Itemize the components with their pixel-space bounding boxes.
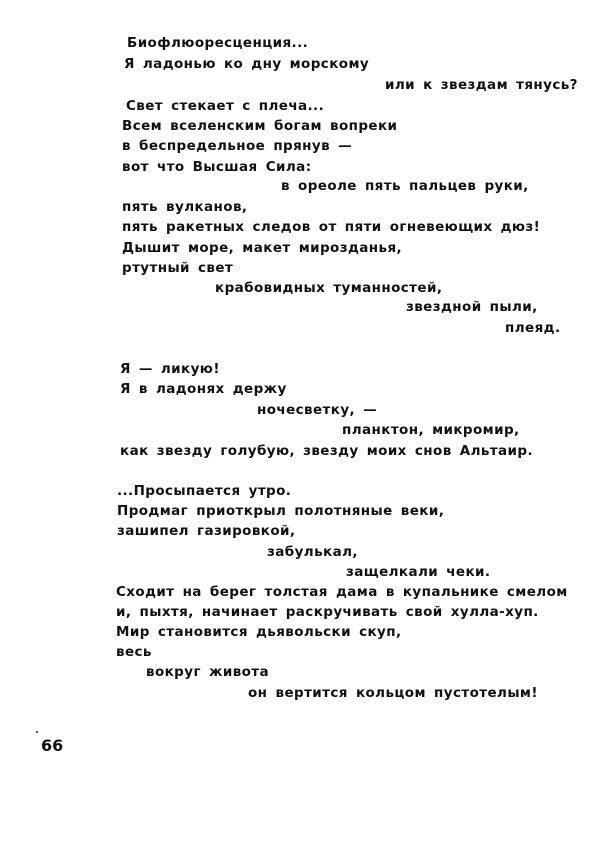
poem-line: ночесветку, — bbox=[257, 402, 378, 418]
poem-line: пять ракетных следов от пяти огневеющих дюз! bbox=[122, 219, 541, 235]
poem-line: Сходит на берег толстая дама в купальнике смелом bbox=[116, 584, 568, 600]
poem-line: Биофлюоресценция... bbox=[127, 35, 309, 51]
poem-line: забулькал, bbox=[267, 544, 358, 560]
poem-line: крабовидных туманностей, bbox=[215, 280, 443, 296]
poem-line: Я ладонью ко дну морскому bbox=[124, 56, 370, 72]
poem-line: Свет стекает с плеча... bbox=[126, 98, 325, 114]
poem-line: плеяд. bbox=[505, 320, 561, 336]
poem-line: звездной пыли, bbox=[406, 299, 538, 315]
poem-line: и, пыхтя, начинает раскручивать свой хулла-хуп. bbox=[116, 604, 539, 620]
poem-line: ртутный свет bbox=[122, 260, 234, 276]
poem-line: он вертится кольцом пустотелым! bbox=[248, 685, 538, 701]
poem-line: вокруг живота bbox=[146, 664, 270, 680]
poem-line: вот что Высшая Сила: bbox=[122, 159, 312, 175]
poem-line: в беспредельное прянув — bbox=[122, 138, 353, 154]
poem-line: пять вулканов, bbox=[122, 199, 248, 215]
poem-line: Я — ликую! bbox=[120, 361, 220, 377]
poem-line: Я в ладонях держу bbox=[120, 381, 287, 397]
poem-line: зашипел газировкой, bbox=[117, 523, 296, 539]
page-number: 66 bbox=[41, 736, 64, 755]
poem-line: Дышит море, макет мирозданья, bbox=[122, 240, 403, 256]
poem-line: Всем вселенским богам вопреки bbox=[122, 118, 398, 134]
poem-line: Продмаг приоткрыл полотняные веки, bbox=[117, 503, 445, 519]
poem-line: ...Просыпается утро. bbox=[117, 483, 292, 499]
poem-line: весь bbox=[116, 644, 152, 660]
poem-line: планктон, микромир, bbox=[342, 422, 520, 438]
poem-line: как звезду голубую, звезду моих снов Альтаир. bbox=[120, 443, 533, 459]
poem-line: в ореоле пять пальцев руки, bbox=[281, 178, 529, 194]
poem-line: Мир становится дьявольски скуп, bbox=[116, 624, 402, 640]
poem-line: или к звездам тянусь? bbox=[385, 77, 578, 93]
print-speck bbox=[36, 731, 38, 733]
poem-line: защелкали чеки. bbox=[346, 564, 491, 580]
